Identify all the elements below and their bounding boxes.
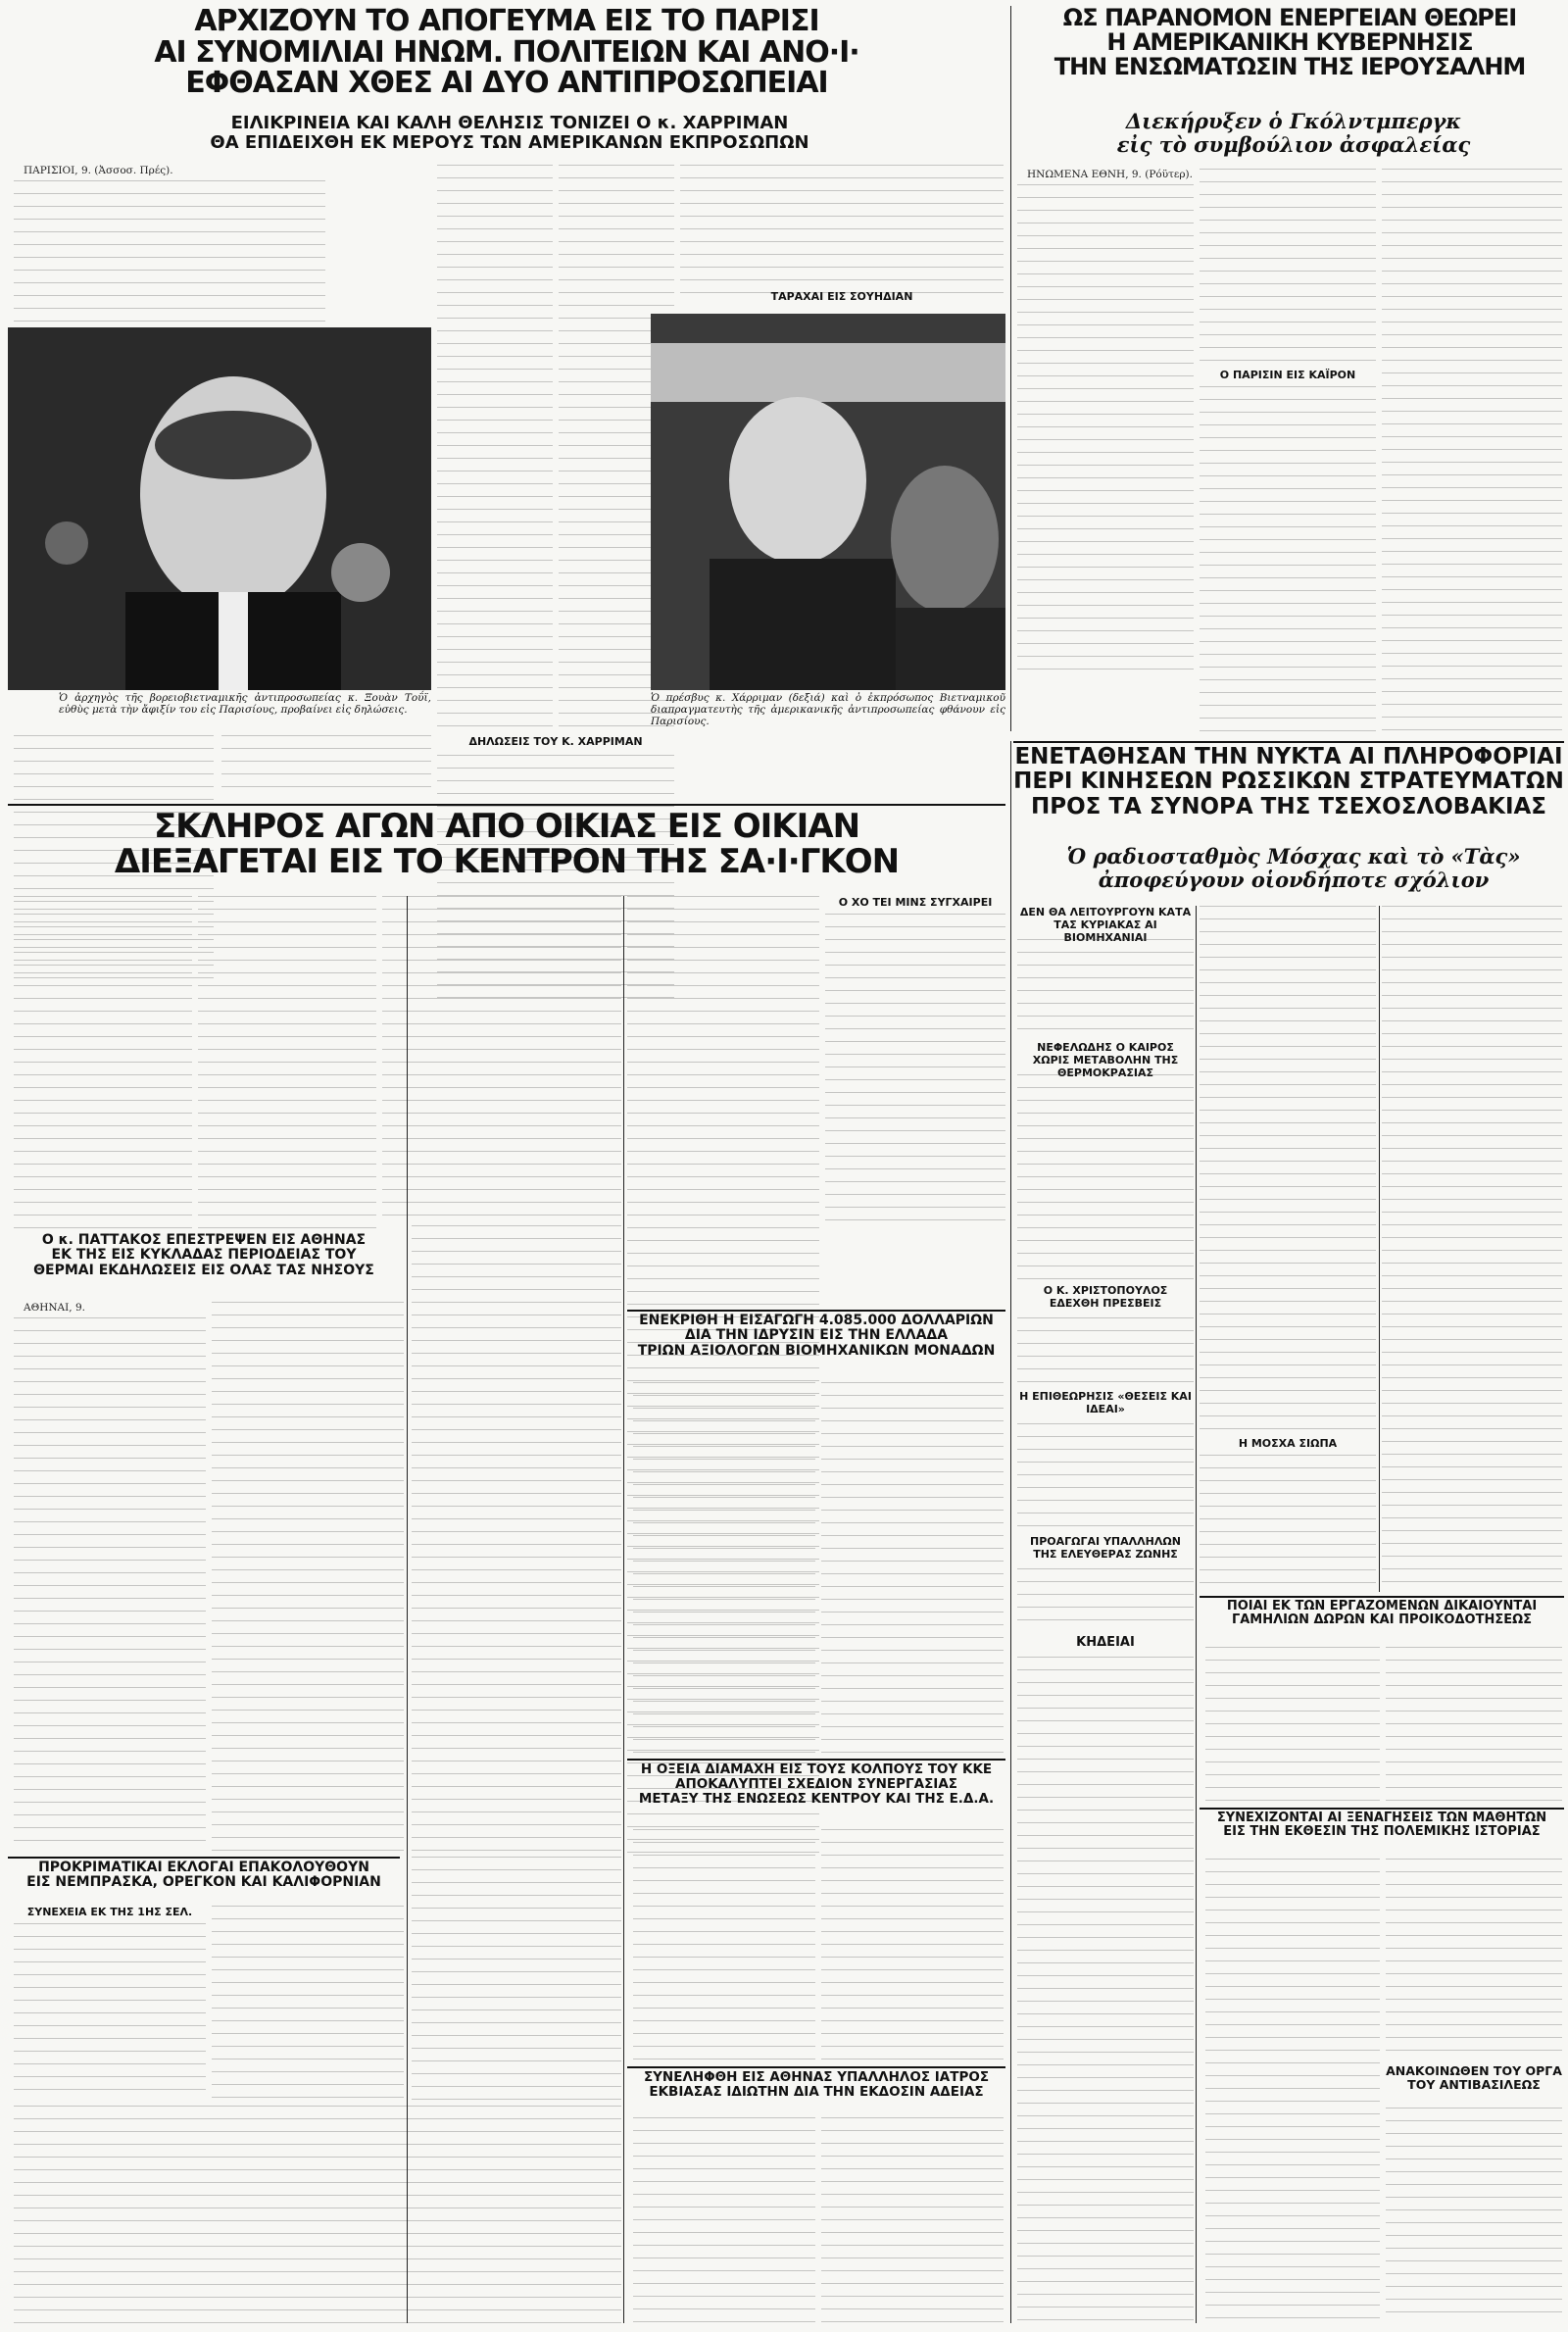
headline-pattakos-line-1: Ο κ. ΠΑΤΤΑΚΟΣ ΕΠΕΣΤΡΕΨΕΝ ΕΙΣ ΑΘΗΝΑΣ bbox=[41, 1232, 367, 1248]
headline-goldberg bbox=[1098, 110, 1490, 165]
paris-dateline: ΠΑΡΙΣΙΟΙ, 9. (Ἀσσοσ. Πρές). bbox=[24, 165, 173, 176]
kke-column-1 bbox=[633, 1829, 815, 2064]
xo-tei-column bbox=[825, 914, 1005, 1227]
headline-gifts-line-1: ΠΟΙΑΙ ΕΚ ΤΩΝ ΕΡΓΑΖΟΜΕΝΩΝ ΔΙΚΑΙΟΥΝΤΑΙ bbox=[1226, 1599, 1538, 1613]
import-column-2 bbox=[821, 1382, 1004, 1755]
russian-column-2 bbox=[1200, 906, 1376, 1435]
headline-doctor-line-1: ΣΥΝΕΛΗΦΘΗ ΕΙΣ ΑΘΗΝΑΣ ΥΠΑΛΛΗΛΟΣ ΙΑΤΡΟΣ bbox=[643, 2069, 990, 2085]
saigon-column-4 bbox=[412, 1225, 621, 1853]
headline-paris-line-1: ΑΡΧΙΖΟΥΝ ΤΟ ΑΠΟΓΕΥΜΑ ΕΙΣ ΤΟ ΠΑΡΙΣΙ bbox=[194, 4, 819, 38]
headline-kke bbox=[627, 1762, 1005, 1825]
paris-column-3 bbox=[221, 735, 431, 796]
moscow-column bbox=[1200, 1455, 1376, 1592]
antibaseis-column bbox=[1386, 2108, 1562, 2323]
import-column-1 bbox=[633, 1382, 815, 1755]
headline-jerusalem-line-3: ΤΗΝ ΕΝΣΩΜΑΤΩΣΙΝ ΤΗΣ ΙΕΡΟΥΣΑΛΗΜ bbox=[1054, 53, 1526, 81]
headline-goldberg-line-1: Διεκήρυξεν ὁ Γκόλντμπεργκ bbox=[1125, 109, 1462, 133]
primaries-column-2 bbox=[212, 1906, 404, 2100]
photo-xuan-thuy-caption: Ὁ ἀρχηγὸς τῆς βορειοβιετναμικῆς ἀντιπροσωπείας κ. Ξουὰν Τοΰϊ, εὐθὺς μετὰ τὴν ἄφιξίν του εἰς Παρισίους, προβαίνει εἰς δηλώσεις. bbox=[59, 692, 431, 716]
headline-kke-line-1: Η ΟΞΕΙΑ ΔΙΑΜΑΧΗ ΕΙΣ ΤΟΥΣ ΚΟΛΠΟΥΣ ΤΟΥ ΚΚΕ bbox=[640, 1761, 993, 1777]
gifts-column-2 bbox=[1386, 1647, 1562, 1804]
headline-pattakos-line-3: ΘΕΡΜΑΙ ΕΚΔΗΛΩΣΕΙΣ ΕΙΣ ΟΛΑΣ ΤΑΣ ΝΗΣΟΥΣ bbox=[33, 1262, 374, 1278]
kideiai-column bbox=[1017, 1657, 1194, 2323]
headline-primaries bbox=[8, 1861, 400, 1904]
russian-column-3 bbox=[1382, 906, 1562, 1592]
headline-import-line-3: ΤΡΙΩΝ ΑΞΙΟΛΟΓΩΝ ΒΙΟΜΗΧΑΝΙΚΩΝ ΜΟΝΑΔΩΝ bbox=[637, 1342, 996, 1359]
headline-saigon-line-1: ΣΚΛΗΡΟΣ ΑΓΩΝ ΑΠΟ ΟΙΚΙΑΣ ΕΙΣ ΟΙΚΙΑΝ bbox=[153, 807, 860, 846]
pattakos-column-2 bbox=[212, 1302, 404, 1851]
headline-jerusalem-line-1: ΩΣ ΠΑΡΑΝΟΜΟΝ ΕΝΕΡΓΕΙΑΝ ΘΕΩΡΕΙ bbox=[1062, 4, 1517, 31]
khristopoulos-column bbox=[1017, 1317, 1194, 1386]
headline-doctor-line-2: ΕΚΒΙΑΣΑΣ ΙΔΙΩΤΗΝ ΔΙΑ ΤΗΝ ΕΚΔΟΣΙΝ ΑΔΕΙΑΣ bbox=[649, 2083, 984, 2100]
headline-paris-line-3: ΕΦΘΑΣΑΝ ΧΘΕΣ ΑΙ ΔΥΟ ΑΝΤΙΠΡΟΣΩΠΕΙΑΙ bbox=[185, 66, 828, 100]
war-history-column-1 bbox=[1205, 1859, 1380, 2323]
pattakos-dateline: ΑΘΗΝΑΙ, 9. bbox=[24, 1302, 85, 1314]
bottom-left-columns bbox=[14, 2106, 621, 2323]
primaries-column-1 bbox=[14, 1923, 206, 2100]
gifts-column-1 bbox=[1205, 1647, 1380, 1804]
headline-russian-line-1: ΕΝΕΤΑΘΗΣΑΝ ΤΗΝ ΝΥΚΤΑ ΑΙ ΠΛΗΡΟΦΟΡΙΑΙ bbox=[1014, 744, 1563, 769]
paris-intro bbox=[14, 165, 325, 322]
headline-saigon-line-2: ΔΙΕΞΑΓΕΤΑΙ ΕΙΣ ΤΟ ΚΕΝΤΡΟΝ ΤΗΣ ΣΑ·Ι·ΓΚΟΝ bbox=[114, 841, 900, 881]
jerusalem-column-2 bbox=[1200, 169, 1376, 365]
free-zone-column bbox=[1017, 1568, 1194, 1627]
headline-jerusalem bbox=[1017, 6, 1562, 112]
headline-import-line-1: ΕΝΕΚΡΙΘΗ Η ΕΙΣΑΓΩΓΗ 4.085.000 ΔΟΛΛΑΡΙΩΝ bbox=[639, 1313, 994, 1328]
headline-import-line-2: ΔΙΑ ΤΗΝ ΙΔΡΥΣΙΝ ΕΙΣ ΤΗΝ ΕΛΛΑΔΑ bbox=[684, 1327, 949, 1344]
saigon-column-3 bbox=[382, 896, 621, 1219]
headline-russian-troops bbox=[1013, 745, 1564, 843]
saigon-column-2 bbox=[198, 896, 376, 1229]
headline-antibaseis-line-2: ΤΟΥ ΑΝΤΙΒΑΣΙΛΕΩΣ bbox=[1407, 2076, 1541, 2092]
paris-column-1 bbox=[437, 165, 553, 731]
jerusalem-dateline: ΗΝΩΜΕΝΑ ΕΘΝΗ, 9. (Ρόϋτερ). bbox=[1027, 169, 1193, 180]
headline-russian-sub bbox=[1039, 845, 1548, 900]
headline-pattakos bbox=[8, 1233, 400, 1296]
doctor-column-2 bbox=[821, 2117, 1004, 2323]
headline-jerusalem-line-2: Η ΑΜΕΡΙΚΑΝΙΚΗ ΚΥΒΕΡΝΗΣΙΣ bbox=[1106, 28, 1473, 57]
headline-paris-sub-line-2: ΘΑ ΕΠΙΔΕΙΧΘΗ ΕΚ ΜΕΡΟΥΣ ΤΩΝ ΑΜΕΡΙΚΑΝΩΝ ΕΚΠΡΟΣΩΠΩΝ bbox=[210, 131, 809, 153]
pattakos-column-1 bbox=[14, 1302, 206, 1851]
subhead-free-zone: ΠΡΟΑΓΩΓΑΙ ΥΠΑΛΛΗΛΩΝ ΤΗΣ ΕΛΕΥΘΕΡΑΣ ΖΩΝΗΣ bbox=[1030, 1535, 1181, 1561]
subhead-paris-kahiro: Ο ΠΑΡΙΣΙΝ ΕΙΣ ΚΑΪΡΟΝ bbox=[1219, 369, 1356, 381]
photo-harriman-caption: Ὁ πρέσβυς κ. Χάρριμαν (δεξιά) καὶ ὁ ἐκπρόσωπος Βιετναμικοῦ διαπραγματευτὴς τῆς ἀμερικανικῆς ἀντιπροσωπείας φθάνουν εἰς Παρισίους. bbox=[651, 692, 1005, 727]
ideals-column bbox=[1017, 1423, 1194, 1531]
photo-harriman-image bbox=[651, 314, 1005, 690]
war-history-column-2 bbox=[1386, 1859, 1562, 2060]
subhead-harriman: ΔΗΛΩΣΕΙΣ ΤΟΥ Κ. ΧΑΡΡΙΜΑΝ bbox=[468, 735, 643, 748]
photo-xuan-thuy-image bbox=[8, 327, 431, 690]
headline-russian-line-3: ΠΡΟΣ ΤΑ ΣΥΝΟΡΑ ΤΗΣ ΤΣΕΧΟΣΛΟΒΑΚΙΑΣ bbox=[1030, 793, 1547, 819]
subhead-no-factories: ΔΕΝ ΘΑ ΛΕΙΤΟΥΡΓΟΥΝ ΚΑΤΑ ΤΑΣ ΚΥΡΙΑΚΑΣ ΑΙ ΒΙΟΜΗΧΑΝΙΑΙ bbox=[1019, 906, 1192, 944]
headline-import bbox=[627, 1314, 1005, 1376]
weather-column bbox=[1017, 1074, 1194, 1280]
photo-xuan-thuy bbox=[8, 327, 431, 690]
headline-primaries-line-1: ΠΡΟΚΡΙΜΑΤΙΚΑΙ ΕΚΛΟΓΑΙ ΕΠΑΚΟΛΟΥΘΟΥΝ bbox=[38, 1860, 369, 1875]
kke-column-2 bbox=[821, 1829, 1004, 2064]
headline-russian-line-2: ΠΕΡΙ ΚΙΝΗΣΕΩΝ ΡΩΣΣΙΚΩΝ ΣΤΡΑΤΕΥΜΑΤΩΝ bbox=[1013, 769, 1564, 795]
headline-gifts bbox=[1200, 1600, 1564, 1643]
headline-pattakos-line-2: ΕΚ ΤΗΣ ΕΙΣ ΚΥΚΛΑΔΑΣ ΠΕΡΙΟΔΕΙΑΣ ΤΟΥ bbox=[51, 1247, 357, 1264]
factories-column bbox=[1017, 939, 1194, 1037]
saigon-column-6 bbox=[412, 1857, 621, 2100]
headline-kke-line-3: ΜΕΤΑΞΥ ΤΗΣ ΕΝΩΣΕΩΣ ΚΕΝΤΡΟΥ ΚΑΙ ΤΗΣ Ε.Δ.Α. bbox=[638, 1790, 995, 1807]
jerusalem-column-1 bbox=[1017, 169, 1194, 678]
headline-russian-sub-line-1: Ὁ ραδιοσταθμὸς Μόσχας καὶ τὸ «Τὰς» bbox=[1066, 844, 1521, 868]
subhead-khristopoulos: Ο Κ. ΧΡΙΣΤΟΠΟΥΛΟΣ ΕΔΕΧΘΗ ΠΡΕΣΒΕΙΣ bbox=[1043, 1284, 1168, 1310]
subhead-xo-tei: Ο ΧΟ ΤΕΙ ΜΙΝΣ ΣΥΓΧΑΙΡΕΙ bbox=[838, 896, 993, 909]
headline-antibaseis bbox=[1386, 2064, 1562, 2104]
headline-goldberg-line-2: εἰς τὸ συμβούλιον ἀσφαλείας bbox=[1116, 132, 1471, 158]
subhead-weather: ΝΕΦΕΛΩΔΗΣ Ο ΚΑΙΡΟΣ ΧΩΡΙΣ ΜΕΤΑΒΟΛΗΝ ΤΗΣ ΘΕΡΜΟΚΡΑΣΙΑΣ bbox=[1032, 1041, 1179, 1079]
headline-paris-sub-line-1: ΕΙΛΙΚΡΙΝΕΙΑ ΚΑΙ ΚΑΛΗ ΘΕΛΗΣΙΣ ΤΟΝΙΖΕΙ Ο κ. ΧΑΡΡΙΜΑΝ bbox=[230, 113, 789, 133]
paris-column-4 bbox=[680, 165, 1004, 302]
photo-harriman bbox=[651, 314, 1005, 690]
headline-paris bbox=[8, 6, 1005, 112]
subhead-continues: ΣΥΝΕΧΕΙΑ ΕΚ ΤΗΣ 1ΗΣ ΣΕΛ. bbox=[26, 1906, 193, 1918]
headline-antibaseis-line-1: ΑΝΑΚΟΙΝΩΘΕΝ ΤΟΥ ΟΡΓΑ bbox=[1386, 2063, 1562, 2078]
headline-kke-line-2: ΑΠΟΚΑΛΥΠΤΕΙ ΣΧΕΔΙΟΝ ΣΥΝΕΡΓΑΣΙΑΣ bbox=[675, 1775, 957, 1792]
subhead-soviet: ΤΑΡΑΧΑΙ ΕΙΣ ΣΟΥΗΔΙΑΝ bbox=[770, 290, 913, 303]
subhead-ideals: Η ΕΠΙΘΕΩΡΗΣΙΣ «ΘΕΣΕΙΣ ΚΑΙ ΙΔΕΑΙ» bbox=[1019, 1390, 1192, 1415]
saigon-column-1 bbox=[14, 896, 192, 1229]
headline-paris-sub bbox=[59, 114, 960, 159]
subhead-moscow: Η ΜΟΣΧΑ ΣΙΩΠΑ bbox=[1238, 1437, 1338, 1450]
jerusalem-column-3 bbox=[1200, 386, 1376, 739]
headline-saigon bbox=[8, 807, 1005, 890]
doctor-column-1 bbox=[633, 2117, 815, 2323]
headline-paris-line-2: ΑΙ ΣΥΝΟΜΙΛΙΑΙ ΗΝΩΜ. ΠΟΛΙΤΕΙΩΝ ΚΑΙ ΑΝΟ·Ι· bbox=[154, 34, 859, 70]
subhead-kideiai: ΚΗΔΕΙΑΙ bbox=[1076, 1635, 1135, 1650]
headline-doctor bbox=[627, 2070, 1005, 2113]
headline-gifts-line-2: ΓΑΜΗΛΙΩΝ ΔΩΡΩΝ ΚΑΙ ΠΡΟΙΚΟΔΟΤΗΣΕΩΣ bbox=[1231, 1613, 1533, 1628]
jerusalem-column-4 bbox=[1382, 169, 1562, 739]
headline-war-history-line-1: ΣΥΝΕΧΙΖΟΝΤΑΙ ΑΙ ΞΕΝΑΓΗΣΕΙΣ ΤΩΝ ΜΑΘΗΤΩΝ bbox=[1216, 1811, 1547, 1825]
headline-russian-sub-line-2: ἀποφεύγουν οἱονδήποτε σχόλιον bbox=[1098, 868, 1490, 893]
headline-primaries-line-2: ΕΙΣ ΝΕΜΠΡΑΣΚΑ, ΟΡΕΓΚΟΝ ΚΑΙ ΚΑΛΙΦΟΡΝΙΑΝ bbox=[26, 1874, 381, 1891]
headline-war-history bbox=[1200, 1811, 1564, 1855]
headline-war-history-line-2: ΕΙΣ ΤΗΝ ΕΚΘΕΣΙΝ ΤΗΣ ΠΟΛΕΜΙΚΗΣ ΙΣΤΟΡΙΑΣ bbox=[1223, 1824, 1541, 1840]
